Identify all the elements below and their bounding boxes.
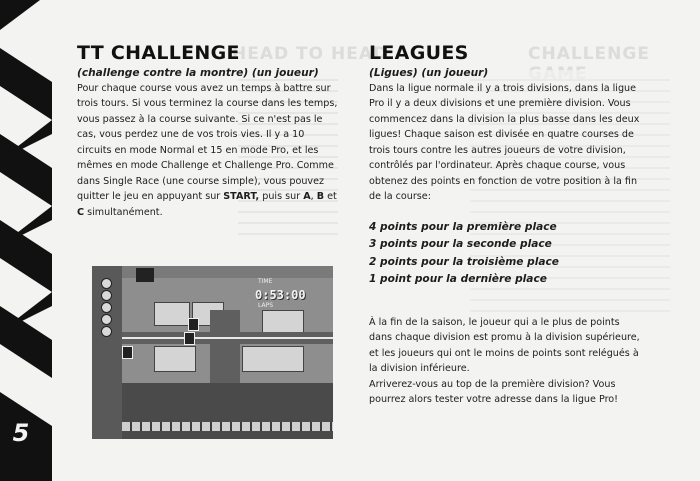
points-item: 3 points pour la seconde place — [369, 238, 552, 250]
key-start: START, — [223, 191, 260, 202]
laps-label: LAPS — [258, 302, 274, 309]
ghost-heading-reverse-2: CHALLENGE — [528, 44, 650, 64]
section-body — [77, 81, 341, 221]
key-b: B — [316, 191, 325, 202]
key-c: C — [77, 206, 85, 218]
section-subtitle: (challenge contre la montre) (un joueur) — [77, 66, 319, 79]
tt-challenge-section — [77, 42, 341, 220]
section-title-leagues: LEAGUES — [369, 42, 469, 64]
body-text-comma: , — [310, 191, 317, 202]
section-title-tt-challenge: TT CHALLENGE — [77, 42, 240, 64]
key-a: A — [303, 191, 311, 202]
body-text-and: et — [324, 191, 337, 202]
game-screenshot — [92, 266, 333, 439]
building — [154, 302, 190, 326]
building — [262, 310, 304, 334]
car — [122, 346, 133, 359]
leagues-closing: Arriverez-vous au top de la première division? Vous pourrez alors tester votre adresse dans la ligue Pro! — [369, 378, 619, 405]
lives-column — [92, 266, 122, 439]
building — [154, 346, 196, 372]
car — [188, 318, 199, 331]
section-subtitle-leagues: (Ligues) (un joueur) — [369, 66, 489, 79]
life-icon — [101, 314, 112, 325]
points-item: 4 points pour la première place — [369, 220, 557, 233]
leagues-intro: Dans la ligue normale il y a trois divisions, dans la ligue Pro il y a deux divisions et une première division. Vous commencez dans la division la plus basse dans les deux ligues! Chaque saison est divisée en quatre courses de trois tours contre les autres joueurs de votre division, contrôlés par l'ordinateur. Après chaque course, vous obtenez des points en fonction de votre position à la fin de la course: — [369, 82, 640, 202]
body-text-then: puis sur — [259, 191, 304, 202]
points-item: 2 points pour la troisième place — [369, 255, 559, 268]
leagues-section — [369, 42, 644, 408]
points-item: 1 point pour la dernière place — [369, 273, 547, 285]
spacer — [369, 289, 644, 315]
leagues-outro: À la fin de la saison, le joueur qui a le plus de points dans chaque division est promu à la division supérieure, et les joueurs qui ont le moins de points sont relégués à la division inférieure. — [369, 316, 640, 374]
building — [242, 346, 304, 372]
life-icon — [101, 278, 112, 289]
race-timer: 0:53:00 — [255, 288, 306, 302]
ghost-heading-reverse: HEAD TO HEAD — [232, 44, 389, 64]
car — [184, 332, 195, 345]
life-icon — [101, 302, 112, 313]
life-icon — [101, 326, 112, 337]
life-icon — [101, 290, 112, 301]
position-bar — [122, 422, 333, 431]
logo-icon — [136, 268, 154, 282]
chevron-border — [0, 0, 52, 481]
page-number: 5 — [12, 419, 30, 447]
road-marking — [122, 337, 333, 339]
timer-label: TIME — [258, 278, 273, 285]
body-text: Pour chaque course vous avez un temps à battre sur trois tours. Si vous terminez la course dans les temps, vous passez à la course suivante. Si ce n'est pas le cas, vous perdez une de vos trois vies. Il y a 10 circuits en mode Normal et 15 en mode Pro, et les mêmes en mode Challenge et Challenge Pro. Comme dans Single Race (une course simple), vous pouvez quitter le jeu en appuyant sur — [77, 82, 338, 202]
points-list — [369, 219, 644, 289]
road — [210, 310, 240, 383]
body-text-end: simultanément. — [84, 206, 163, 218]
